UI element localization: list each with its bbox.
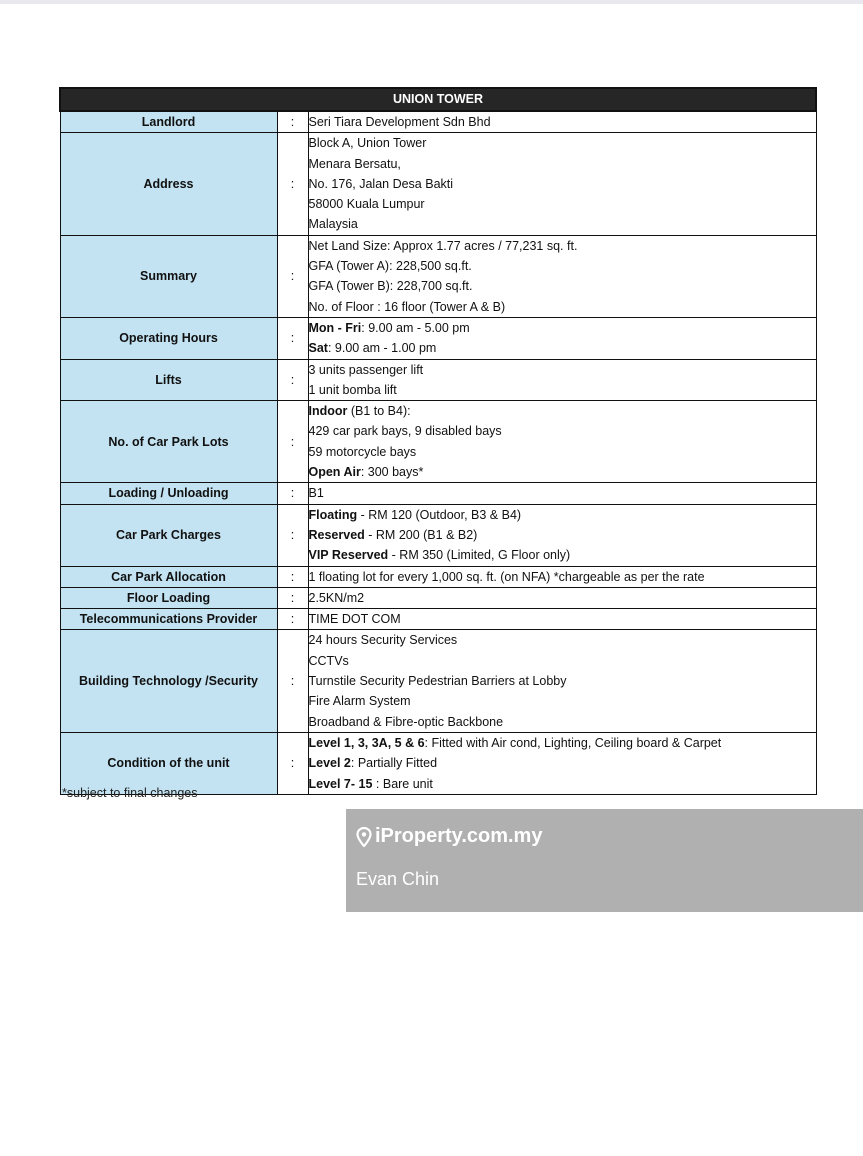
value-line [309,236,816,256]
row-separator: : [277,587,308,608]
value-line [309,421,816,441]
table-row [60,359,816,401]
top-bar [0,0,863,4]
value-text: No. 176, Jalan Desa Bakti [308,176,454,191]
value-emphasis: Level 1, 3, 3A, 5 & 6 [308,735,425,750]
table-row [60,133,816,235]
row-value [308,359,816,401]
row-label: Condition of the unit [60,732,277,794]
value-text: Malaysia [308,217,358,232]
row-separator: : [277,609,308,630]
row-value [308,317,816,359]
value-text: Turnstile Security Pedestrian Barriers at Lobby [308,674,567,689]
row-separator: : [277,317,308,359]
value-line [309,609,816,629]
value-emphasis: Mon - Fri [308,320,362,335]
value-text: : Partially Fitted [350,756,438,771]
value-text: 1 unit bomba lift [308,382,397,397]
row-label: Car Park Charges [60,504,277,566]
value-text: - RM 120 (Outdoor, B3 & B4) [357,507,522,522]
value-line [309,194,816,214]
value-text: GFA (Tower A): 228,500 sq.ft. [308,259,472,274]
row-separator: : [277,504,308,566]
table-row [60,630,816,732]
value-line [309,733,816,753]
table-row [60,483,816,504]
row-separator: : [277,630,308,732]
value-line [309,462,816,482]
row-separator: : [277,483,308,504]
table-row [60,235,816,317]
row-label: Summary [60,235,277,317]
row-separator: : [277,732,308,794]
row-separator: : [277,235,308,317]
value-text: Broadband & Fibre-optic Backbone [308,714,504,729]
row-separator: : [277,133,308,235]
row-value [308,235,816,317]
value-text: 24 hours Security Services [308,633,458,648]
row-label: Landlord [60,111,277,133]
value-line [309,318,816,338]
value-text: : Fitted with Air cond, Lighting, Ceiling board & Carpet [424,735,722,750]
value-line [309,256,816,276]
value-line [309,525,816,545]
row-value [308,732,816,794]
value-text: 2.5KN/m2 [308,590,365,605]
row-label: Address [60,133,277,235]
value-text: - RM 200 (B1 & B2) [364,527,478,542]
value-line [309,133,816,153]
row-separator: : [277,401,308,483]
value-line [309,214,816,234]
table-row [60,401,816,483]
row-label: Floor Loading [60,587,277,608]
value-line [309,630,816,650]
table-row [60,609,816,630]
value-emphasis: Floating [308,507,358,522]
value-text: : 9.00 am - 5.00 pm [361,320,470,335]
value-line [309,671,816,691]
row-value [308,566,816,587]
value-emphasis: Reserved [308,527,365,542]
table-row [60,566,816,587]
row-value [308,133,816,235]
value-text: 58000 Kuala Lumpur [308,197,425,212]
value-text: 429 car park bays, 9 disabled bays [308,424,502,439]
value-emphasis: Sat [308,341,328,356]
value-line [309,588,816,608]
value-line [309,154,816,174]
row-value [308,111,816,133]
value-text: : Bare unit [372,776,433,791]
row-label: Telecommunications Provider [60,609,277,630]
value-text: Net Land Size: Approx 1.77 acres / 77,231 sq. ft. [308,238,578,253]
value-text: : 9.00 am - 1.00 pm [327,341,437,356]
row-label: No. of Car Park Lots [60,401,277,483]
row-value [308,504,816,566]
row-label: Lifts [60,359,277,401]
value-text: (B1 to B4): [347,404,411,419]
value-line [309,401,816,421]
location-pin-icon [356,827,372,847]
value-text: : 300 bays* [360,465,424,480]
value-emphasis: Level 7- 15 [308,776,373,791]
value-line [309,753,816,773]
value-emphasis: Level 2 [308,756,351,771]
watermark-brand [356,825,542,848]
value-text: TIME DOT COM [308,612,401,627]
value-line [309,174,816,194]
value-emphasis: Indoor [308,404,348,419]
value-text: Block A, Union Tower [308,136,427,151]
footnote: *subject to final changes [62,786,198,800]
value-line [309,112,816,132]
table-row [60,732,816,794]
row-value [308,609,816,630]
value-text: Seri Tiara Development Sdn Bhd [308,115,491,129]
row-separator: : [277,566,308,587]
value-line [309,691,816,711]
value-line [309,545,816,565]
row-value [308,483,816,504]
table-row [60,111,816,133]
value-text: Menara Bersatu, [308,156,401,171]
value-line [309,297,816,317]
value-line [309,360,816,380]
table-row [60,317,816,359]
value-text: Fire Alarm System [308,694,411,709]
watermark-brand-text: iProperty.com.my [375,825,543,847]
value-line [309,338,816,358]
table-row [60,504,816,566]
row-label: Loading / Unloading [60,483,277,504]
row-value [308,587,816,608]
row-value [308,401,816,483]
value-line [309,567,816,587]
row-separator: : [277,111,308,133]
value-text: - RM 350 (Limited, G Floor only) [388,548,571,563]
table-row [60,587,816,608]
value-text: GFA (Tower B): 228,700 sq.ft. [308,279,473,294]
value-text: 1 floating lot for every 1,000 sq. ft. (on NFA) *chargeable as per the rate [308,569,705,584]
value-line [309,505,816,525]
row-value [308,630,816,732]
value-text: 59 motorcycle bays [308,444,417,459]
value-text: B1 [308,486,324,501]
value-line [309,774,816,794]
value-line [309,442,816,462]
value-text: No. of Floor : 16 floor (Tower A & B) [308,299,506,314]
watermark-agent-name: Evan Chin [356,869,440,889]
value-line [309,651,816,671]
table-title: UNION TOWER [60,88,816,111]
row-label: Building Technology /Security [60,630,277,732]
table-body [60,111,816,794]
property-spec-table [59,87,817,795]
value-line [309,276,816,296]
row-separator: : [277,359,308,401]
value-emphasis: Open Air [308,465,361,480]
row-label: Operating Hours [60,317,277,359]
value-line [309,712,816,732]
value-text: 3 units passenger lift [308,362,424,377]
row-label: Car Park Allocation [60,566,277,587]
value-emphasis: VIP Reserved [308,548,389,563]
value-line [309,380,816,400]
watermark-overlay [346,809,863,912]
value-text: CCTVs [308,653,349,668]
value-line [309,483,816,503]
